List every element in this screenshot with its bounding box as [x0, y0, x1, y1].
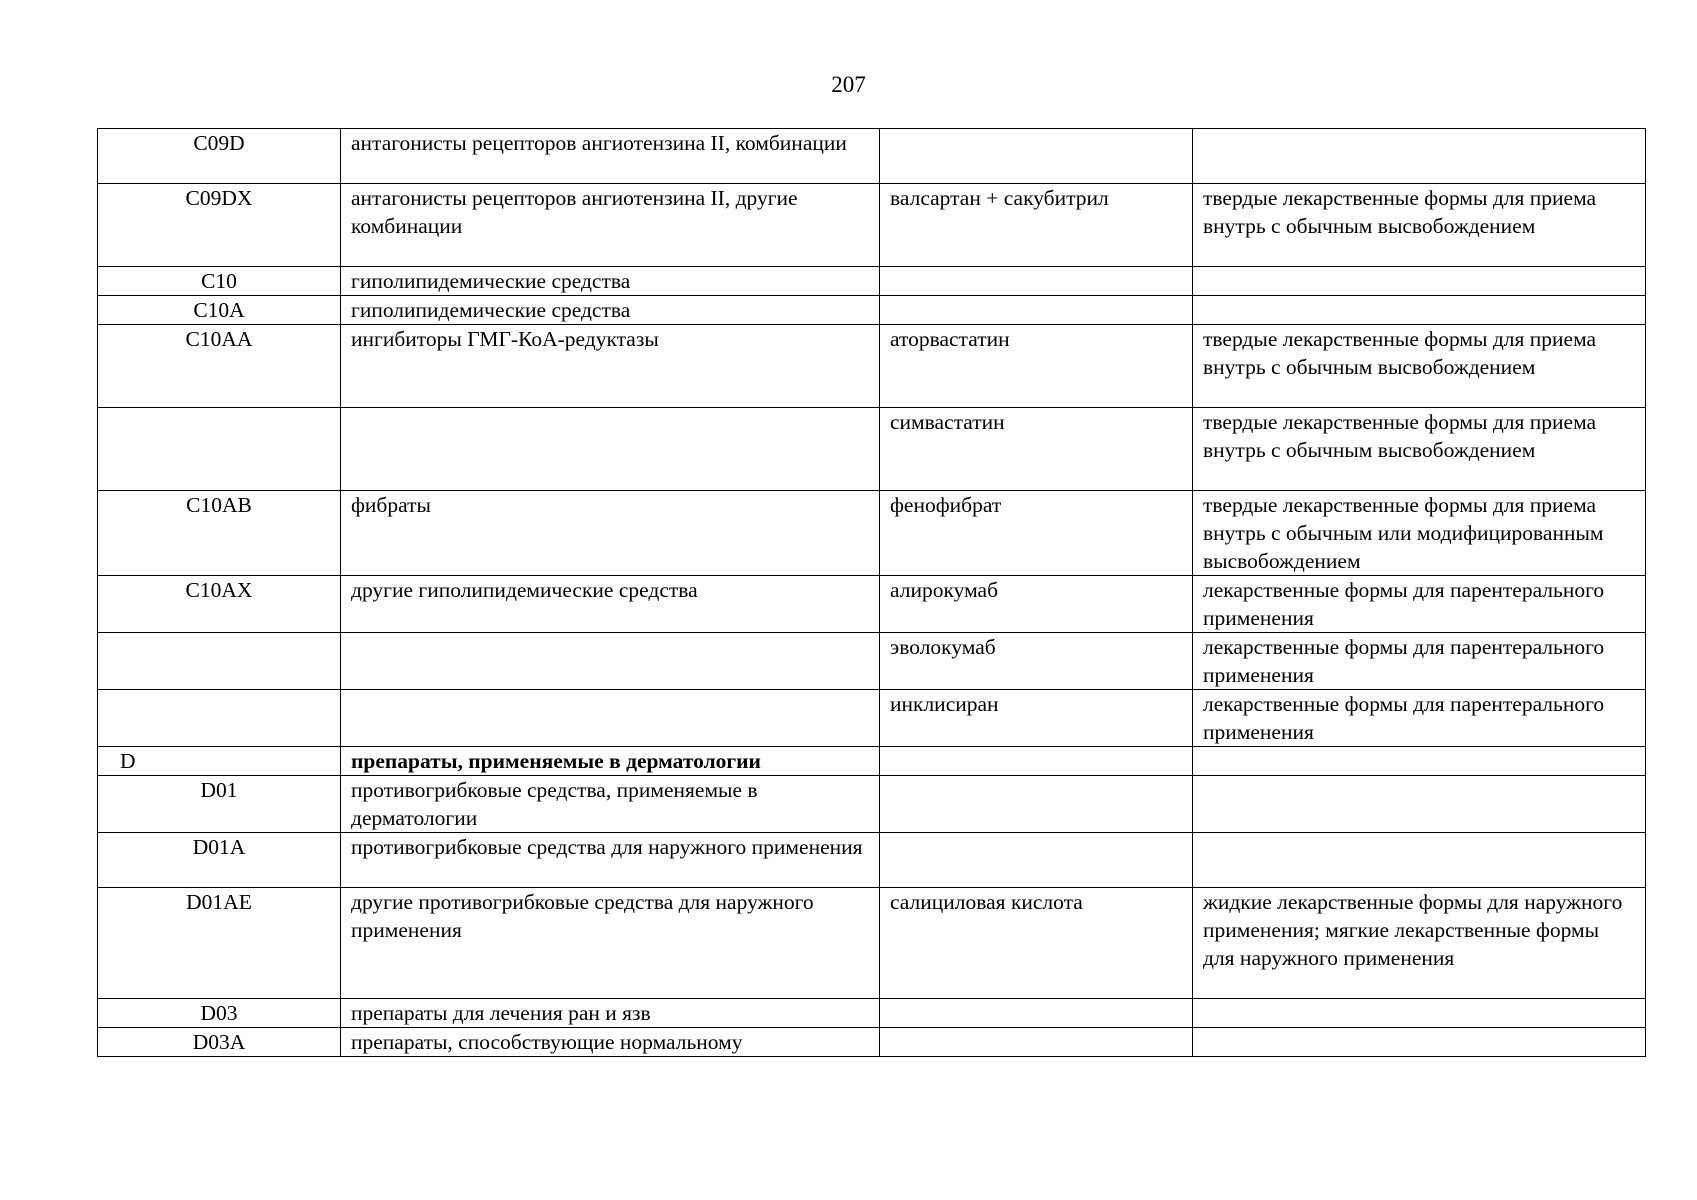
drug-name-cell [880, 833, 1193, 888]
drug-name-cell [880, 776, 1193, 833]
atc-code-cell: C09DX [98, 184, 341, 267]
dosage-form-cell [1193, 999, 1646, 1028]
group-name-cell: гиполипидемические средства [341, 267, 880, 296]
group-name-cell: препараты, применяемые в дерматологии [341, 747, 880, 776]
table-row [98, 408, 1646, 491]
drug-name-cell: фенофибрат [880, 491, 1193, 576]
atc-code-cell: C10AB [98, 491, 341, 576]
group-name-cell: антагонисты рецепторов ангиотензина II, другие комбинации [341, 184, 880, 267]
group-name-cell [341, 690, 880, 747]
group-name-cell [341, 408, 880, 491]
atc-code-cell: D03A [98, 1028, 341, 1057]
drug-name-cell: инклисиран [880, 690, 1193, 747]
dosage-form-cell: лекарственные формы для парентерального применения [1193, 633, 1646, 690]
group-name-cell: препараты, способствующие нормальному [341, 1028, 880, 1057]
drug-name-cell [880, 747, 1193, 776]
drug-name-cell: эволокумаб [880, 633, 1193, 690]
drug-name-cell [880, 129, 1193, 184]
dosage-form-cell: лекарственные формы для парентерального применения [1193, 576, 1646, 633]
dosage-form-cell [1193, 267, 1646, 296]
drug-name-cell: валсартан + сакубитрил [880, 184, 1193, 267]
page-number: 207 [831, 72, 866, 97]
dosage-form-cell: твердые лекарственные формы для приема внутрь с обычным высвобождением [1193, 408, 1646, 491]
drug-name-cell: аторвастатин [880, 325, 1193, 408]
table-row [98, 747, 1646, 776]
dosage-form-cell [1193, 129, 1646, 184]
table-row [98, 184, 1646, 267]
table-row [98, 776, 1646, 833]
table-row [98, 325, 1646, 408]
drug-name-cell [880, 267, 1193, 296]
drug-name-cell [880, 1028, 1193, 1057]
drug-name-cell: симвастатин [880, 408, 1193, 491]
atc-code-cell [98, 408, 341, 491]
table-row [98, 296, 1646, 325]
atc-code-cell: C10 [98, 267, 341, 296]
atc-code-cell: C10AX [98, 576, 341, 633]
drug-name-cell [880, 999, 1193, 1028]
atc-code-cell: C09D [98, 129, 341, 184]
atc-code-cell: D01 [98, 776, 341, 833]
dosage-form-cell: твердые лекарственные формы для приема внутрь с обычным высвобождением [1193, 325, 1646, 408]
dosage-form-cell [1193, 1028, 1646, 1057]
table-row [98, 633, 1646, 690]
group-name-cell: противогрибковые средства, применяемые в дерматологии [341, 776, 880, 833]
atc-code-cell: C10A [98, 296, 341, 325]
table-row [98, 1028, 1646, 1057]
table-row [98, 833, 1646, 888]
table-row [98, 267, 1646, 296]
dosage-form-cell [1193, 296, 1646, 325]
group-name-cell: противогрибковые средства для наружного применения [341, 833, 880, 888]
atc-code-cell: C10AA [98, 325, 341, 408]
atc-code-cell: D03 [98, 999, 341, 1028]
drug-name-cell: алирокумаб [880, 576, 1193, 633]
atc-code-cell: D [98, 747, 341, 776]
atc-code-cell [98, 690, 341, 747]
dosage-form-cell [1193, 833, 1646, 888]
drug-table [97, 128, 1646, 1057]
dosage-form-cell [1193, 747, 1646, 776]
table-row [98, 129, 1646, 184]
group-name-cell: препараты для лечения ран и язв [341, 999, 880, 1028]
group-name-cell: гиполипидемические средства [341, 296, 880, 325]
table-row [98, 576, 1646, 633]
table-row [98, 999, 1646, 1028]
table-row [98, 491, 1646, 576]
table-row [98, 888, 1646, 999]
drug-name-cell: салициловая кислота [880, 888, 1193, 999]
group-name-cell: фибраты [341, 491, 880, 576]
dosage-form-cell: лекарственные формы для парентерального применения [1193, 690, 1646, 747]
group-name-cell: антагонисты рецепторов ангиотензина II, комбинации [341, 129, 880, 184]
table-row [98, 690, 1646, 747]
group-name-cell: другие противогрибковые средства для наружного применения [341, 888, 880, 999]
drug-name-cell [880, 296, 1193, 325]
group-name-cell [341, 633, 880, 690]
group-name-cell: ингибиторы ГМГ-КоА-редуктазы [341, 325, 880, 408]
atc-code-cell: D01A [98, 833, 341, 888]
dosage-form-cell [1193, 776, 1646, 833]
atc-code-cell [98, 633, 341, 690]
dosage-form-cell: жидкие лекарственные формы для наружного применения; мягкие лекарственные формы для наружного применения [1193, 888, 1646, 999]
group-name-cell: другие гиполипидемические средства [341, 576, 880, 633]
dosage-form-cell: твердые лекарственные формы для приема внутрь с обычным высвобождением [1193, 184, 1646, 267]
atc-code-cell: D01AE [98, 888, 341, 999]
dosage-form-cell: твердые лекарственные формы для приема внутрь с обычным или модифицированным высвобождением [1193, 491, 1646, 576]
